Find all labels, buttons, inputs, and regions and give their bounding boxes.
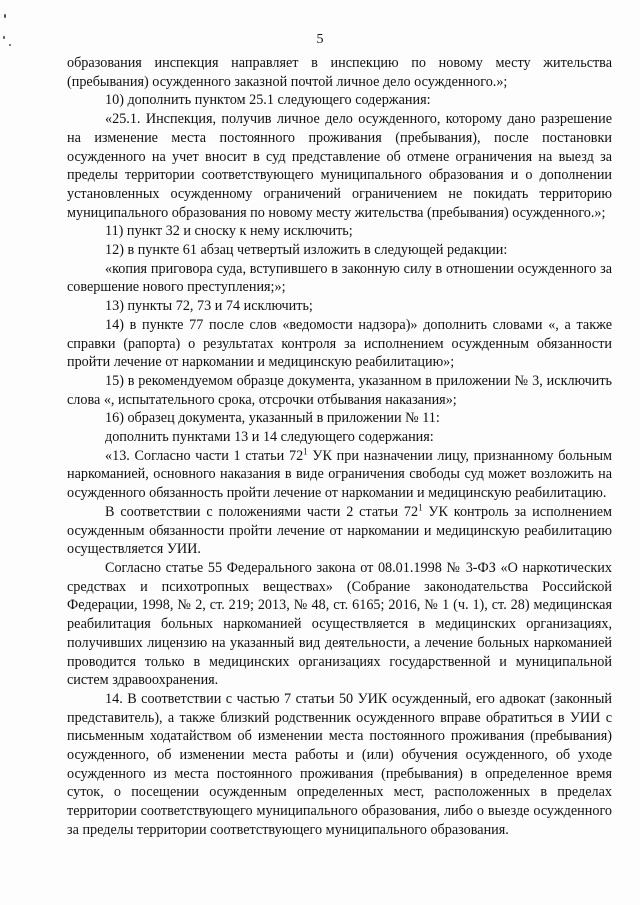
paragraph: «25.1. Инспекция, получив личное дело осужденного, которому дано разрешение на изменение места постоянного проживания (пребывания), после постановки осужденного на учет вносит в суд представление об отмене ограничения на выезд за пределы территории соответствующего муниципального образования и о дополнении установленных осужденному ограничений ограничением не покидать территорию муниципального образования по новому месту жительства (пребывания) осужденного.»;	[67, 111, 612, 221]
paragraph-text: УК при назначении лицу, признанному больным наркоманией, основного наказания в виде ограничения свободы суд может возложить на осужденного обязанность пройти лечение от наркомании и медицинскую реабилитацию.	[67, 447, 612, 502]
paragraph: 16) образец документа, указанный в приложении № 11:	[105, 410, 440, 427]
paragraph: Согласно статье 55 Федерального закона от 08.01.1998 № 3-ФЗ «О наркотических средствах и психотропных веществах» (Собрание законодательства Российской Федерации, 1998, № 2, ст. 219; 2013, № 48, ст. 6165; 2016, № 1 (ч. 1), ст. 28) медицинская реабилитация больных наркоманией осуществляется в медицинских организациях, получивших лицензию на указанный вид деятельности, а лечение больных наркоманией проводится только в медицинских организациях государственной и муниципальной систем здравоохранения.	[67, 559, 612, 689]
paragraph-text: «13. Согласно части 1 статьи 72	[105, 447, 304, 464]
paragraph: 11) пункт 32 и сноску к нему исключить;	[105, 223, 353, 240]
paragraph: 14. В соответствии с частью 7 статьи 50 УИК осужденный, его адвокат (законный представитель), а также близкий родственник осужденного вправе обратиться в УИИ с письменным ходатайством об изменении места постоянного проживания (пребывания) осужденного, об изменении места работы и (или) обучения осужденного, об уходе осужденного из места постоянного проживания (пребывания) в определенное время суток, о посещении осужденным определенных мест, расположенных в пределах территории соответствующего муниципального образования, либо о выезде осужденного за пределы территории соответствующего муниципального образования.	[67, 690, 612, 838]
paragraph: 13) пункты 72, 73 и 74 исключить;	[105, 298, 313, 315]
paragraph: 15) в рекомендуемом образце документа, указанном в приложении № 3, исключить слова «, испытательного срока, отсрочки отбывания наказания»;	[67, 372, 612, 408]
superscript: 1	[303, 446, 308, 457]
paragraph: образования инспекция направляет в инспекцию по новому месту жительства (пребывания) осужденного заказной почтой личное дело осужденного.»;	[67, 55, 612, 90]
paragraph-text: В соответствии с положениями части 2 статьи 72	[105, 503, 419, 520]
page-number: 5	[316, 32, 324, 47]
paragraph: дополнить пунктами 13 и 14 следующего содержания:	[105, 429, 434, 446]
paragraph	[67, 503, 612, 559]
paragraph: 10) дополнить пунктом 25.1 следующего содержания:	[105, 92, 431, 109]
paragraph-text: УК контроль за исполнением осужденным обязанности пройти лечение от наркомании и медицинскую реабилитацию осуществляется УИИ.	[67, 503, 612, 558]
paragraph: 14) в пункте 77 после слов «ведомости надзора)» дополнить словами «, а также справки (рапорта) о результатах контроля за исполнением осужденным обязанности пройти лечение от наркомании и медицинскую реабилитацию»;	[67, 316, 612, 371]
scan-artifact-mark	[4, 14, 6, 18]
superscript: 1	[418, 502, 423, 513]
paragraph: 12) в пункте 61 абзац четвертый изложить в следующей редакции:	[105, 242, 508, 259]
paragraph	[67, 447, 612, 503]
paragraph: «копия приговора суда, вступившего в законную силу в отношении осужденного за совершение нового преступления;»;	[67, 260, 612, 296]
document-body	[67, 54, 612, 840]
